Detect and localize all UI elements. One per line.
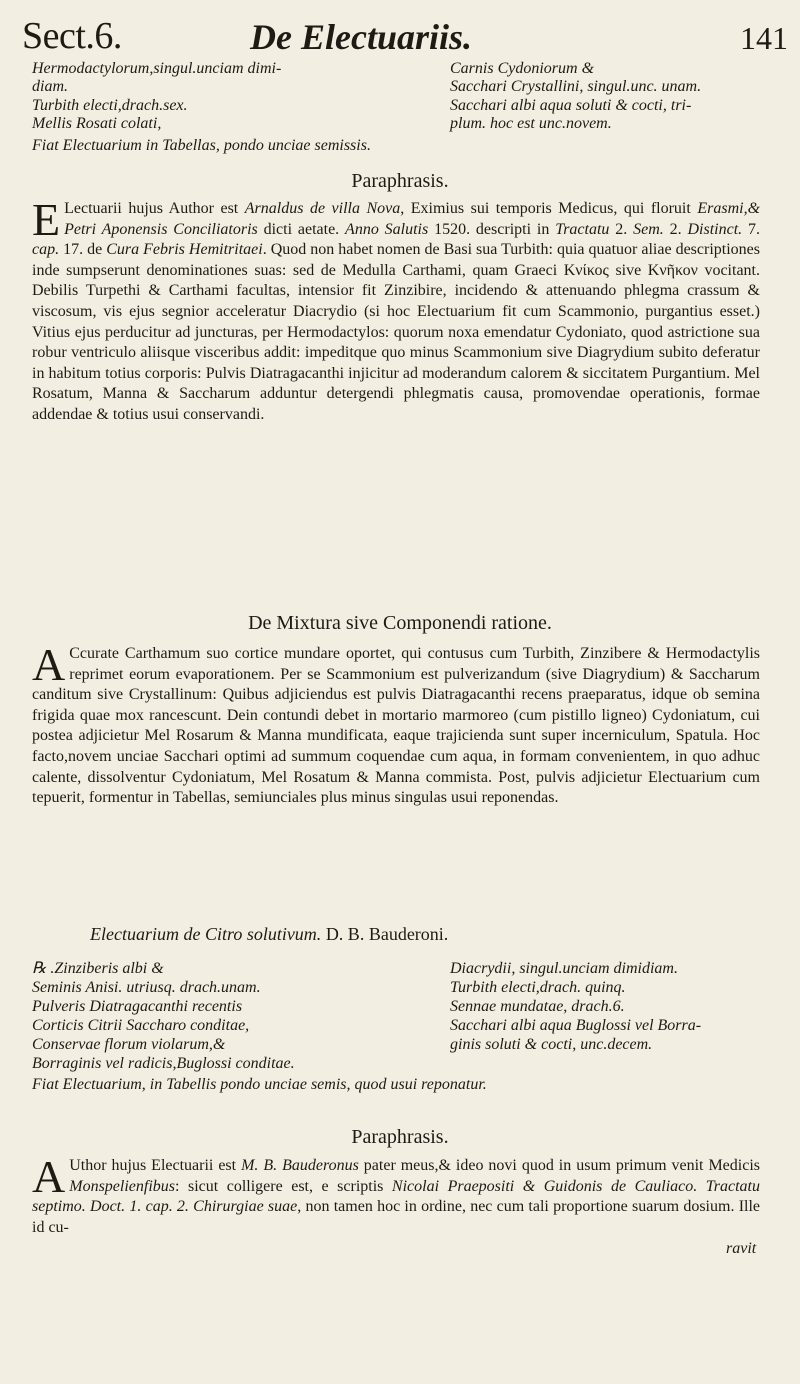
recipe-line: Sacchari albi aqua Buglossi vel Borra- <box>450 1017 702 1034</box>
paragraph-text: Lectuarii hujus Author est Arnaldus de villa Nova, Eximius sui temporis Medicus, qui floruit Erasmi,& Petri Aponensis Conciliatoris dicti aetate. Anno Salutis 1520. descripti in Tractatu 2. Sem. 2. Distinct. 7. cap. 17. de Cura Febris Hemitritaei. Quod non habet nomen de Basi sua Turbith: quia quatuor aliae descriptiones inde sumpserunt denominationes suas: sed de Medulla Carthami, quam Graeci Κνίκος sive Κνῆκον vocitant. Debilis Turpethi & Carthami facultas, intensior fit Zinzibire, incidendo & attenuando phlegma crassum & viscosum, vis ejus segnior acceleratur Diacrydio (si hoc Electuarium fit cum Scammonio, purgantius esset.) Vitius ejus perducitur ad juncturas, per Hermodactylos: quorum noxa emendatur Cydoniato, quod astrictione sua robur ventriculo aliisque visceribus addit: impeditque quo minus Scammonium sive Diagrydium subito deferatur in habitum totius corporis: Pulvis Diatragacanthi injicitur ad moderandum calorem & siccitatem Purgantium. Mel Rosatum, Manna & Saccharum adduntur detergendi phlegmatis causa, promovendae operationis, formae addendae & totius usui conservandi. <box>32 200 761 423</box>
section-heading: Paraphrasis. <box>351 170 449 192</box>
paragraph-text: Ccurate Carthamum suo cortice mundare oportet, qui contusus cum Turbith, Zinzibere & Hermodactylis reprimet eorum evaporationem. Per se Scammonium est pulverizandum (sive Diagrydium) & Saccharum canditum sive Crystallinum: Quibus adjiciendus est pulvis Diatragacanthi recens praeparatus, idque ob semina frigida quae mox rancescunt. Dein contundi debet in mortario marmoreo (cum pistillo ligneo) Cydoniatum, cui postea adjicietur Mel Rosarum & Manna mundificata, eaque trajicienda sunt super incerniculum, Spatula. Hoc facto,novem unciae Sacchari optimi ad summum coquendae cum aqua, in formam convenientem, in quo adhuc calente, dissolventur Cydoniatum, Mel Rosatum & Manna commista. Post, pulvis adjicietur Electuarium cum tepuerit, formentur in Tabellas, semiunciales plus minus singulas usui reponendas. <box>32 645 760 807</box>
recipe-line: ℞ .Zinziberis albi & <box>32 960 164 977</box>
catchword: ravit <box>726 1240 757 1257</box>
recipe-fiat: Fiat Electuarium, in Tabellis pondo unciae semis, quod usui reponatur. <box>32 1076 487 1093</box>
paragraph-text: Uthor hujus Electuarii est M. B. Bauderonus pater meus,& ideo novi quod in usum primum venit Medicis Monspelienfibus: sicut colligere est, e scriptis Nicolai Praepositi & Guidonis de Cauliaco. Tractatu septimo. Doct. 1. cap. 2. Chirurgiae suae, non tamen hoc in ordine, nec cum tali proportione suarum dosium. Ille id cu- <box>32 1157 761 1236</box>
recipe-line: Borraginis vel radicis,Buglossi conditae. <box>32 1055 295 1072</box>
recipe-line: Corticis Citrii Saccharo conditae, <box>32 1017 250 1034</box>
recipe-author: D. B. Bauderoni. <box>325 924 449 944</box>
recipe-line: Sennae mundatae, drach.6. <box>450 998 625 1015</box>
drop-cap: E <box>32 194 61 245</box>
drop-cap: A <box>32 639 66 690</box>
recipe-line: Turbith electi,drach.sex. <box>32 97 188 114</box>
recipe-line: Diacrydii, singul.unciam dimidiam. <box>450 960 678 977</box>
paraphrasis-paragraph <box>32 1151 761 1238</box>
recipe-fiat: Fiat Electuarium in Tabellas, pondo unciae semissis. <box>32 137 371 154</box>
recipe-line: Hermodactylorum,singul.unciam dimi- <box>32 60 282 77</box>
recipe-line: Sacchari Crystallini, singul.unc. unam. <box>450 78 702 95</box>
running-title: De Electuariis. <box>250 17 472 57</box>
recipe-line: Mellis Rosati colati, <box>32 115 162 132</box>
paraphrasis-paragraph <box>32 194 761 426</box>
drop-cap: A <box>32 1151 66 1202</box>
recipe-line: Seminis Anisi. utriusq. drach.unam. <box>32 979 261 996</box>
section-heading: Paraphrasis. <box>351 1126 449 1148</box>
recipe-line: Conservae florum violarum,& <box>32 1036 226 1053</box>
recipe-line: plum. hoc est unc.novem. <box>450 115 612 132</box>
recipe-line: Carnis Cydoniorum & <box>450 60 595 77</box>
recipe-title <box>90 924 448 945</box>
recipe-title-italic: Electuarium de Citro solutivum. <box>90 924 322 944</box>
recipe-line: Pulveris Diatragacanthi recentis <box>32 998 243 1015</box>
section-heading: De Mixtura sive Componendi ratione. <box>248 612 552 634</box>
mixtura-paragraph <box>32 639 760 809</box>
section-number: Sect.6. <box>22 15 122 57</box>
recipe-line: Turbith electi,drach. quinq. <box>450 979 626 996</box>
page-number: 141 <box>740 20 788 56</box>
recipe-line: ginis soluti & cocti, unc.decem. <box>450 1036 653 1053</box>
recipe-line: Sacchari albi aqua soluti & cocti, tri- <box>450 97 692 114</box>
recipe-line: diam. <box>32 78 68 95</box>
